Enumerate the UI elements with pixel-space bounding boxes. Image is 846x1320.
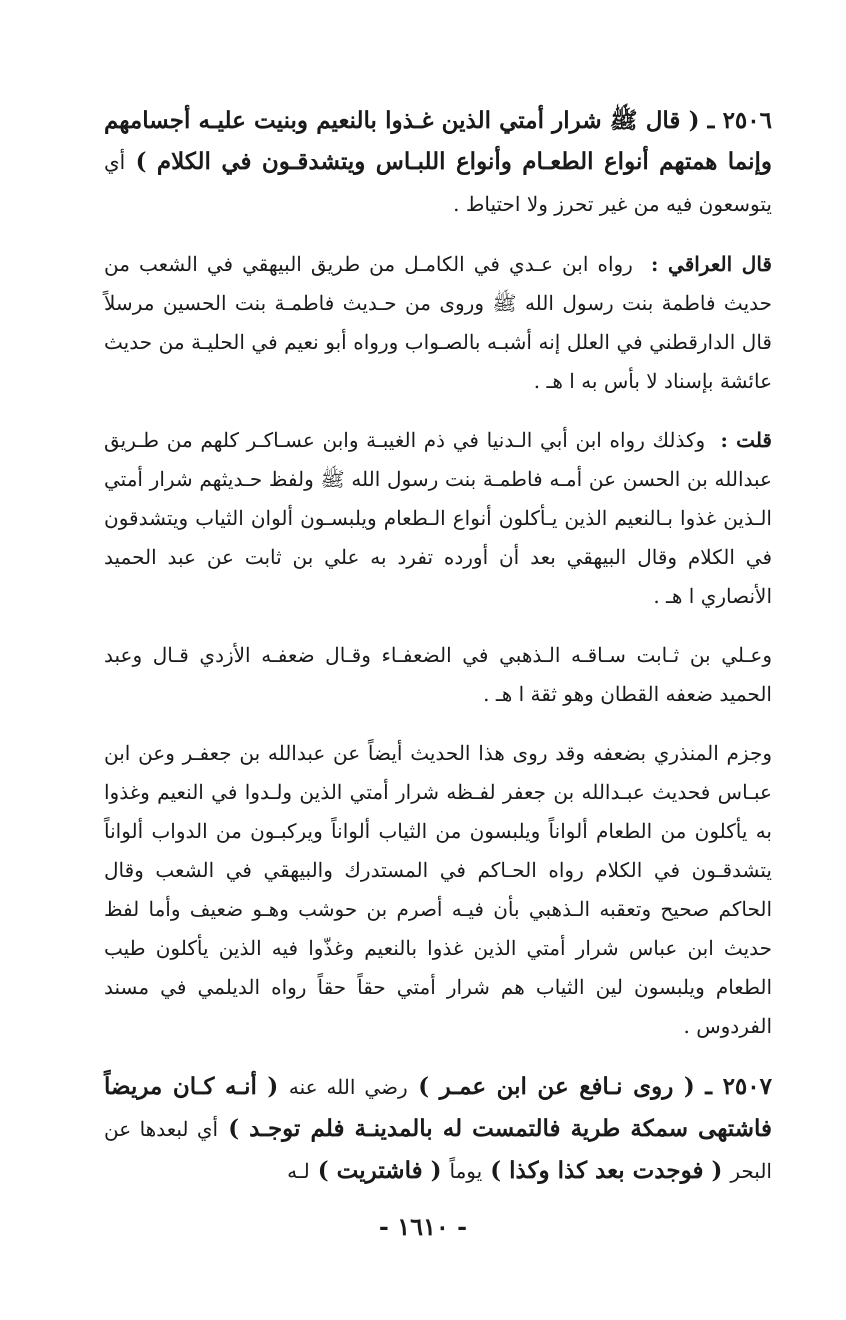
qult-text: وكذلك رواه ابن أبي الـدنيا في ذم الغيبـة وابن عسـاكـر كلهم من طـريق عبدالله بن الحسن عن أمـه فاطمـة بنت رسول الله ﷺ ولفظ حـديثهم شرار أمتي الـذين غذوا بـالنعيم الذين يـأكلون أنواع الـطعام ويلبسـون ألوان الثياب ويتشدقون في الكلام وقال البيهقي بعد أن أورده تفرد به علي بن ثابت عن عبد الحميد الأنصاري ا هـ . xyxy=(104,428,772,608)
ali-commentary xyxy=(104,636,772,714)
hadith-2506-gloss: أي يتوسعون فيه من غير تحرز ولا احتياط . xyxy=(104,150,772,216)
page-number: - ١٦١٠ - xyxy=(378,1212,468,1241)
hadith-2507-part-3: ( أنـه كـان مريضاً فاشتهى سمكة طرية فالتمست له بالمدينـة فلم توجـد ) xyxy=(104,1073,773,1142)
hadith-2507-part-8: لـه xyxy=(287,1159,310,1183)
page-body xyxy=(104,100,772,1212)
qult-commentary xyxy=(104,421,772,616)
iraqi-text: رواه ابن عـدي في الكامـل من طريق البيهقي في الشعب من حديث فاطمة بنت رسول الله ﷺ وروى من حـديث فاطمـة بنت الحسين مرسلاً قال الدارقطني في العلل إنه أشبـه بالصـواب ورواه أبو نعيم في الحليـة من حديث عائشة بإسناد لا بأس به ا هـ . xyxy=(104,252,772,393)
hadith-2507-part-7: ( فاشتريت ) xyxy=(317,1157,442,1184)
hadith-2507-part-4: أي لبعدها عن البحر xyxy=(104,1117,772,1183)
mundhiri-text: وجزم المنذري بضعفه وقد روى هذا الحديث أيضاً عن عبدالله بن جعفـر وعن ابن عبـاس فحديث عبـدالله بن جعفر لفـظه شرار أمتي الذين ولـدوا في النعيم وغذوا به يأكلون من الطعام ألواناً ويلبسون من الثياب ألواناً ويركبـون من الدواب ألواناً يتشدقـون في الكلام رواه الحـاكم في المستدرك والبيهقي في الشعب وقال الحاكم صحيح وتعقبه الـذهبي بأن فيـه أصرم بن حوشب وهـو ضعيف وأما لفظ حديث ابن عباس شرار أمتي الذين غذوا بالنعيم وغذّوا فيه الذين يأكلون طيب الطعام ويلبسون لين الثياب هم شرار أمتي حقاً حقاً رواه الديلمي في مسند الفردوس . xyxy=(104,741,772,1038)
hadith-2507-part-5: ( فوجدت بعد كذا وكذا ) xyxy=(490,1157,723,1184)
iraqi-commentary xyxy=(104,245,772,401)
hadith-2506 xyxy=(104,100,772,225)
hadith-2507-part-6: يوماً xyxy=(449,1159,483,1183)
hadith-2506-text: ٢٥٠٦ ـ ( قال ﷺ شرار أمتي الذين غـذوا بالنعيم وبنيت عليـه أجسامهم وإنما همتهم أنواع الطعـام وأنواع اللبـاس ويتشدقـون في الكلام ) xyxy=(104,107,772,175)
iraqi-label: قال العراقي : xyxy=(650,252,772,276)
hadith-2507 xyxy=(104,1066,772,1192)
hadith-2507-part-1: ٢٥٠٧ ـ ( روى نـافع عن ابن عمـر ) xyxy=(418,1073,772,1100)
qult-label: قلت : xyxy=(720,428,772,452)
ali-text: وعـلي بن ثـابت سـاقـه الـذهبي في الضعفـاء وقـال ضعفـه الأزدي قـال وعبد الحميد ضعفه القطان وهو ثقة ا هـ . xyxy=(104,643,772,706)
hadith-2507-part-2: رضي الله عنه xyxy=(288,1075,408,1099)
mundhiri-commentary xyxy=(104,734,772,1046)
